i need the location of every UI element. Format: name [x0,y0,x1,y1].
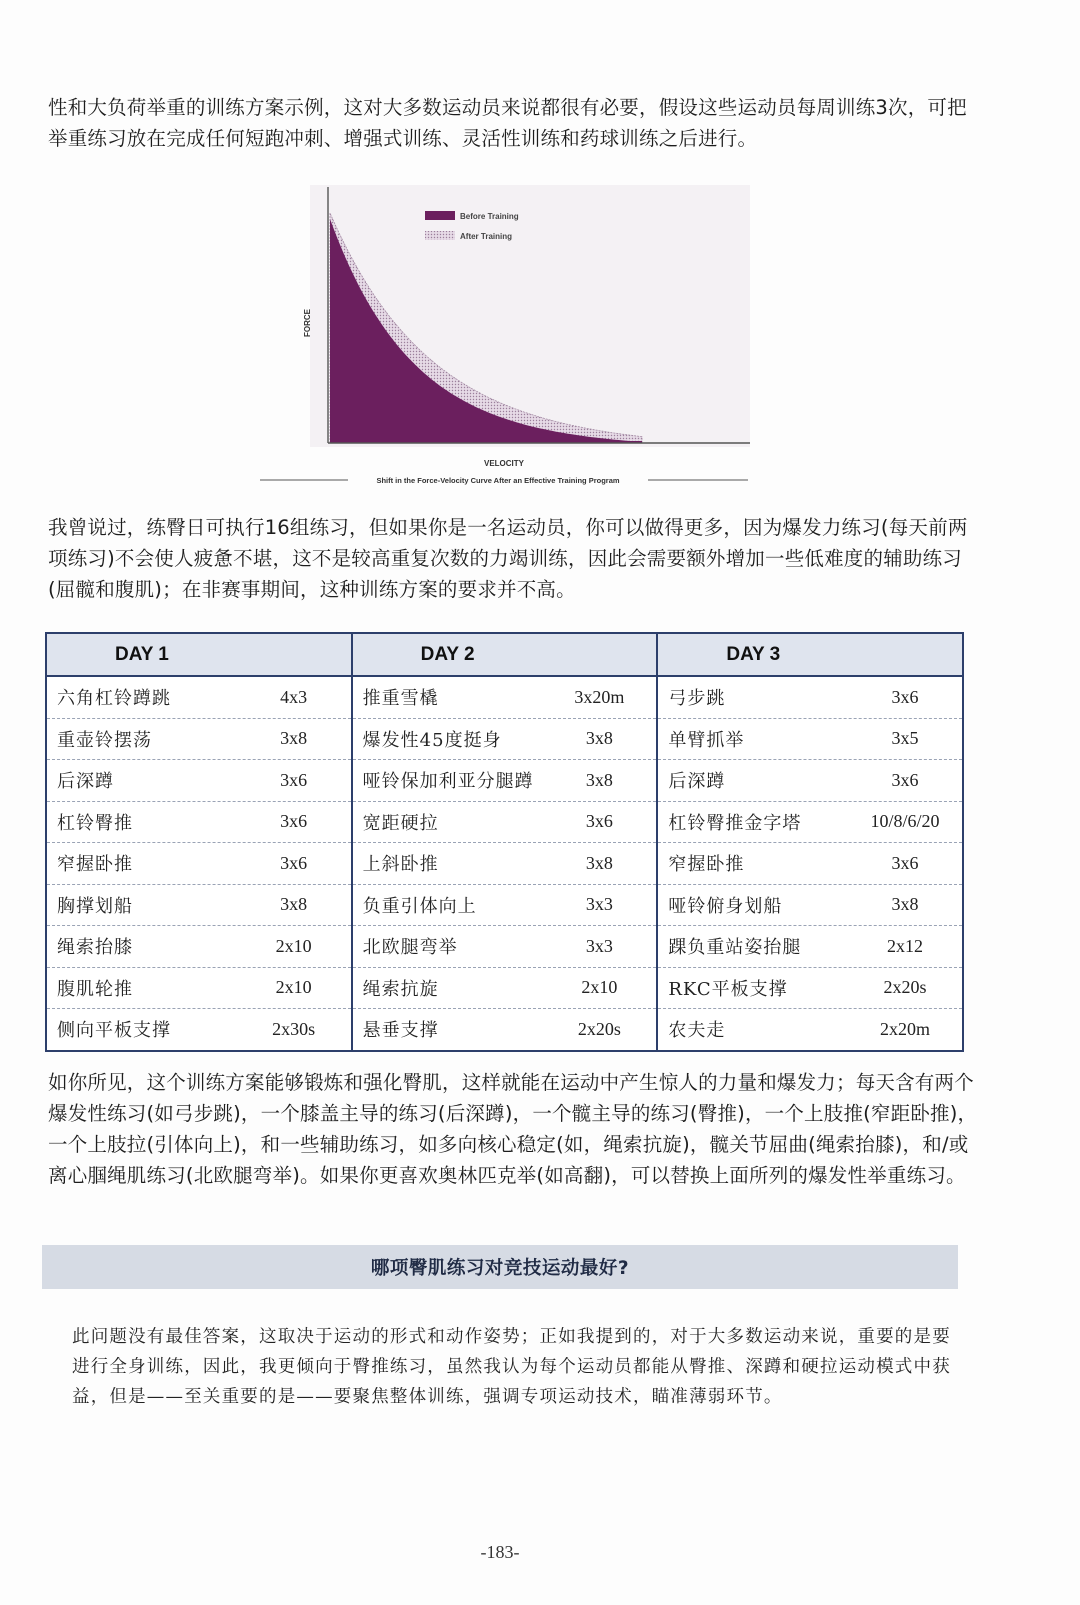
exercise-sets: 3x6 [585,811,613,832]
paragraph-three: 如你所见，这个训练方案能够锻炼和强化臀肌，这样就能在运动中产生惊人的力量和爆发力；每天含有两个爆发性练习(如弓步跳)，一个膝盖主导的练习(后深蹲)，一个髋主导的练习(臀推)，一个上肢推(窄距卧推)，一个上肢拉(引体向上)，和一些辅助练习，如多向核心稳定(如，绳索抗旋)，髋关节屈曲(绳索抬膝)，和/或离心腘绳肌练习(北欧腿弯举)。如果你更喜欢奥林匹克举(如高翻)，可以替换上面所列的爆发性举重练习。 [48,1071,978,1187]
table-row [353,677,657,719]
table-row [353,843,657,885]
exercise-name: 推重雪橇 [362,688,439,710]
exercise-name: 踝负重站姿抬腿 [668,937,802,959]
exercise-sets: 3x8 [585,852,613,873]
paragraph-two: 我曾说过，练臀日可执行16组练习，但如果你是一名运动员，你可以做得更多，因为爆发力练习(每天前两项练习)不会使人疲惫不堪，这不是较高重复次数的力竭训练，因此会需要额外增加一些低难度的辅助练习(屈髋和腹肌)；在非赛事期间，这种训练方案的要求并不高。 [48,516,968,601]
exercise-name: 后深蹲 [57,771,114,793]
callout-title-bar [42,1245,958,1289]
exercise-sets: 3x3 [585,935,613,956]
exercise-name: RKC平板支撑 [668,978,788,1000]
exercise-name: 负重引体向上 [362,895,477,917]
table-row [353,802,657,844]
training-schedule-table [45,632,964,1052]
exercise-name: 爆发性45度挺身 [362,729,502,751]
exercise-sets: 3x8 [891,894,919,915]
exercise-name: 窄握卧推 [668,854,745,876]
table-row [658,802,962,844]
table-row [353,968,657,1010]
table-row [47,760,351,802]
exercise-sets: 3x6 [891,852,919,873]
exercise-sets: 2x20m [880,1018,931,1039]
exercise-sets: 3x8 [585,769,613,790]
exercise-name: 农夫走 [668,1020,726,1042]
table-row [47,802,351,844]
exercise-sets: 3x6 [891,686,919,707]
exercise-name: 北欧腿弯举 [362,937,458,959]
intro-paragraph: 性和大负荷举重的训练方案示例，这对大多数运动员来说都很有必要，假设这些运动员每周训练3次，可把举重练习放在完成任何短跑冲刺、增强式训练、灵活性训练和药球训练之后进行。 [48,96,967,150]
table-row [658,677,962,719]
day-header: DAY 2 [353,634,657,677]
exercise-name: 窄握卧推 [57,854,133,876]
table-row [658,885,962,927]
day-header: DAY 1 [47,634,351,677]
exercise-name: 上斜卧推 [362,854,439,876]
exercise-sets: 2x10 [275,935,312,956]
exercise-sets: 10/8/6/20 [870,811,940,832]
exercise-sets: 3x8 [280,728,308,749]
table-row [353,719,657,761]
exercise-name: 后深蹲 [668,771,726,793]
exercise-sets: 4x3 [280,686,308,707]
exercise-sets: 3x20m [574,686,625,707]
exercise-name: 杠铃臀推金字塔 [668,812,802,834]
exercise-sets: 3x6 [280,769,308,790]
exercise-sets: 2x30s [272,1018,316,1039]
day-column [658,634,962,1050]
table-row [658,926,962,968]
legend-before-label: Before Training [460,212,519,221]
table-row [47,885,351,927]
table-row [658,843,962,885]
exercise-sets: 2x20s [883,977,927,998]
force-velocity-chart [250,185,770,495]
table-row [47,719,351,761]
exercise-name: 绳索抗旋 [362,978,439,1000]
legend-swatch-after [425,231,455,240]
callout-text: 此问题没有最佳答案，这取决于运动的形式和动作姿势；正如我提到的，对于大多数运动来说，重要的是要进行全身训练，因此，我更倾向于臀推练习，虽然我认为每个运动员都能从臀推、深蹲和硬拉运动模式中获益，但是——至关重要的是——要聚焦整体训练，强调专项运动技术，瞄准薄弱环节。 [72,1327,951,1407]
exercise-name: 弓步跳 [668,688,726,710]
exercise-sets: 2x20s [577,1018,621,1039]
day-column [47,634,353,1050]
chart-svg [250,185,770,495]
exercise-sets: 2x10 [275,977,312,998]
x-axis-label: VELOCITY [483,459,525,468]
exercise-sets: 3x5 [891,728,919,749]
exercise-name: 杠铃臀推 [57,812,133,834]
exercise-sets: 3x6 [280,852,308,873]
exercise-sets: 3x8 [585,728,613,749]
exercise-name: 悬垂支撑 [362,1020,439,1042]
exercise-name: 胸撑划船 [57,895,133,917]
table-row [353,885,657,927]
exercise-sets: 2x10 [581,977,618,998]
exercise-name: 重壶铃摆荡 [57,729,152,751]
table-row [47,1009,351,1050]
exercise-sets: 2x12 [887,935,924,956]
day-header: DAY 3 [658,634,962,677]
table-row [658,760,962,802]
chart-caption: Shift in the Force-Velocity Curve After an Effective Training Program [376,476,620,485]
exercise-name: 腹肌轮推 [57,978,133,1000]
exercise-name: 单臂抓举 [668,729,745,751]
exercise-name: 六角杠铃蹲跳 [57,688,171,710]
exercise-sets: 3x3 [585,894,613,915]
table-row [353,760,657,802]
table-row [47,677,351,719]
callout-title: 哪项臀肌练习对竞技运动最好? [370,1258,630,1279]
exercise-name: 绳索抬膝 [57,937,133,959]
y-axis-label: FORCE [303,309,312,337]
table-row [658,968,962,1010]
exercise-name: 哑铃保加利亚分腿蹲 [362,771,534,793]
table-row [353,1009,657,1050]
exercise-name: 侧向平板支撑 [57,1020,171,1042]
table-row [47,926,351,968]
exercise-sets: 3x6 [280,811,308,832]
table-row [47,843,351,885]
exercise-sets: 3x6 [891,769,919,790]
exercise-sets: 3x8 [280,894,308,915]
day-column [353,634,659,1050]
legend-swatch-before [425,211,455,220]
legend-after-label: After Training [460,232,513,241]
table-row [47,968,351,1010]
table-row [658,1009,962,1050]
table-row [353,926,657,968]
exercise-name: 宽距硬拉 [362,812,439,834]
page-number: -183- [480,1542,520,1562]
exercise-name: 哑铃俯身划船 [668,895,783,917]
table-row [658,719,962,761]
